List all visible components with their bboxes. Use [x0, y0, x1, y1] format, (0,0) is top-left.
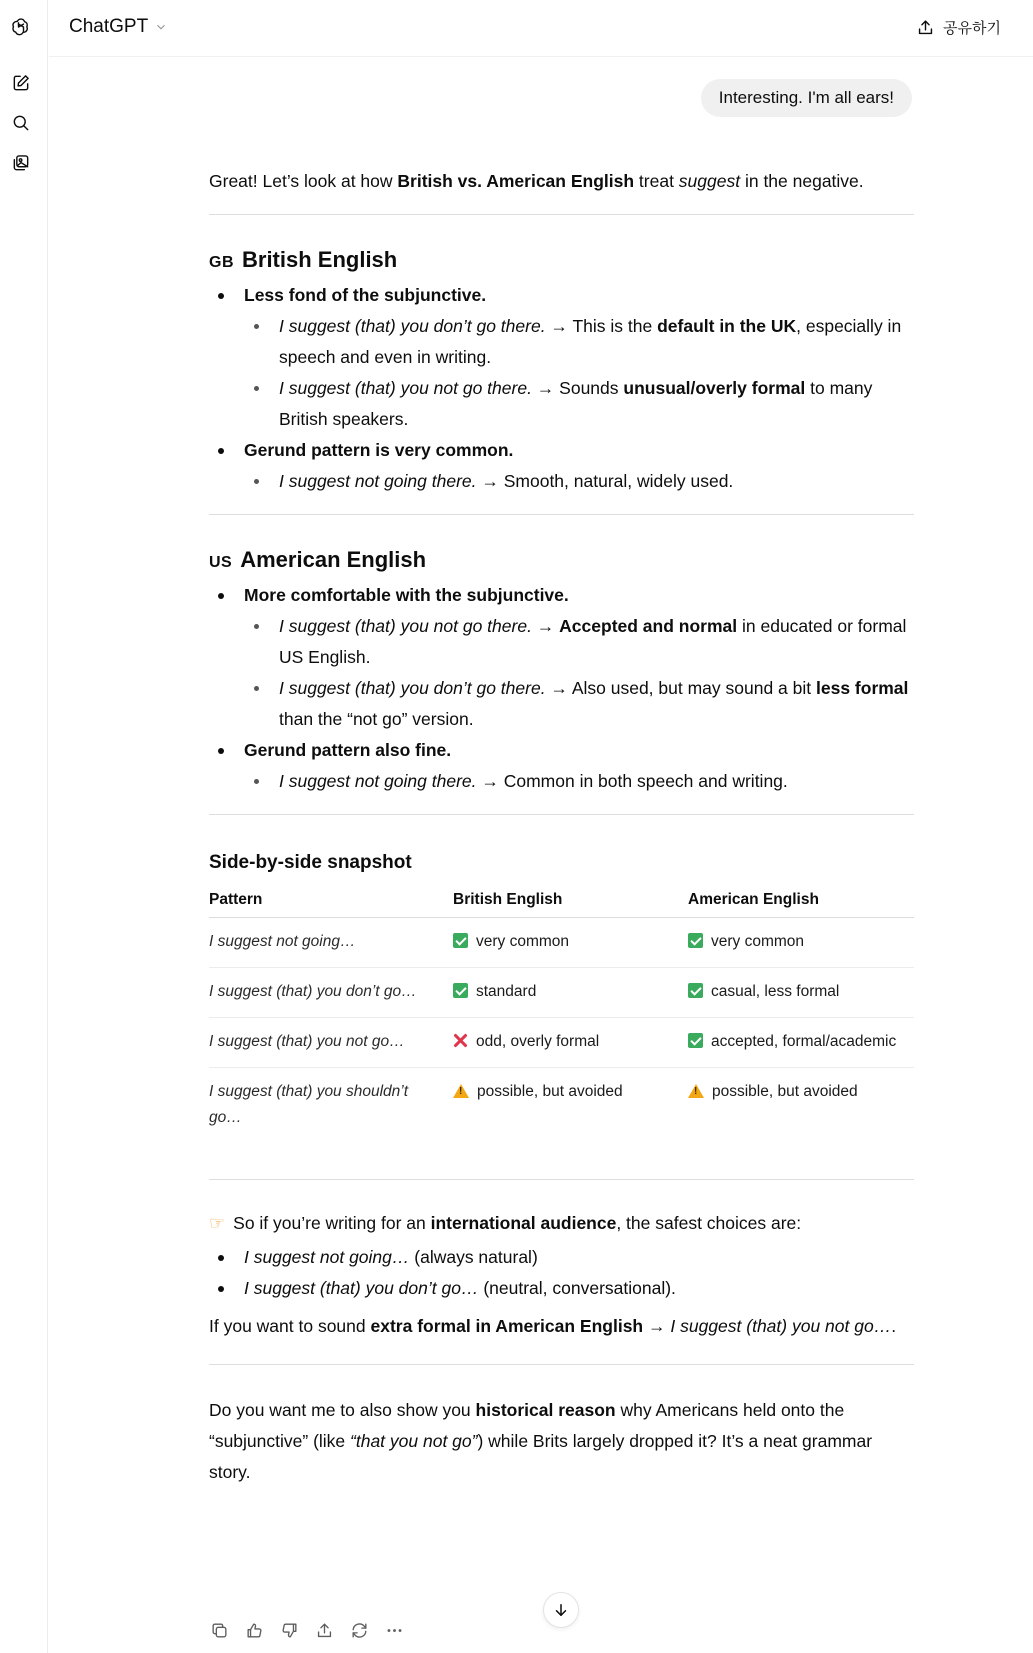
snapshot-table — [209, 881, 914, 1143]
cell-text: casual, less formal — [711, 983, 840, 1000]
list-item — [244, 611, 914, 673]
list-item-label: More comfortable with the subjunctive. — [244, 585, 569, 605]
advice-paragraph — [209, 1208, 914, 1239]
top-bar — [49, 0, 1033, 57]
american-list — [209, 580, 914, 797]
text: → Also used, but may sound a bit — [545, 678, 816, 698]
text: So if you’re writing for an — [233, 1213, 431, 1233]
advice-list — [209, 1242, 914, 1304]
example: I suggest (that) you not go there. — [279, 616, 532, 636]
british-title: British English — [242, 247, 398, 272]
text: in educated or formal US English. — [279, 616, 907, 667]
text: → Common in both speech and writing. — [476, 771, 788, 791]
share-button[interactable] — [916, 17, 1001, 38]
american-cell — [688, 1068, 914, 1144]
text: . — [891, 1316, 897, 1336]
cell-text: possible, but avoided — [712, 1083, 858, 1100]
example: I suggest (that) you not go there. — [279, 378, 532, 398]
cell-text: possible, but avoided — [477, 1083, 623, 1100]
intro-paragraph — [209, 166, 914, 197]
more-icon[interactable] — [384, 1620, 405, 1641]
search-icon[interactable] — [10, 112, 32, 134]
list-item — [244, 311, 914, 373]
example: I suggest not going… — [244, 1247, 410, 1267]
pattern-cell: I suggest (that) you not go… — [209, 1018, 453, 1068]
text: → — [531, 616, 560, 636]
table-row — [209, 968, 914, 1018]
text: (always natural) — [409, 1247, 538, 1267]
us-flag: US — [209, 554, 233, 571]
text: international audience — [430, 1213, 617, 1233]
table-header-row — [209, 881, 914, 918]
british-cell — [453, 1068, 688, 1144]
text: , especially in speech and even in writing. — [279, 316, 902, 367]
text: than the “not go” version. — [279, 709, 474, 729]
divider — [209, 814, 914, 815]
text: Great! Let’s look at how — [209, 171, 398, 191]
cross-icon — [453, 1033, 468, 1048]
warning-icon — [453, 1084, 469, 1098]
list-item — [209, 280, 914, 435]
pattern-cell: I suggest (that) you don’t go… — [209, 968, 453, 1018]
text: British vs. American English — [397, 171, 635, 191]
list-item — [244, 766, 914, 797]
american-cell — [688, 918, 914, 968]
list-item-label: Less fond of the subjunctive. — [244, 285, 487, 305]
formal-paragraph — [209, 1311, 914, 1342]
text: treat — [634, 171, 679, 191]
list-item — [244, 673, 914, 735]
snapshot-title: Side-by-side snapshot — [209, 852, 412, 873]
regenerate-icon[interactable] — [349, 1620, 370, 1641]
text: → This is the — [545, 316, 658, 336]
closing-paragraph — [209, 1395, 914, 1488]
thumbs-down-icon[interactable] — [279, 1620, 300, 1641]
check-icon — [688, 933, 703, 948]
column-header: Pattern — [209, 881, 453, 918]
sub-list — [244, 611, 914, 735]
cell-text: very common — [476, 933, 570, 950]
table-row — [209, 918, 914, 968]
divider — [209, 514, 914, 515]
list-item-label: Gerund pattern is very common. — [244, 440, 514, 460]
divider — [209, 214, 914, 215]
example: I suggest (that) you don’t go there. — [279, 316, 546, 336]
share-upload-icon — [916, 18, 935, 37]
british-heading — [209, 245, 914, 278]
text: “that you not go” — [350, 1431, 478, 1451]
cell-text: odd, overly formal — [476, 1033, 600, 1050]
column-header: British English — [453, 881, 688, 918]
example: I suggest (that) you don’t go… — [244, 1278, 479, 1298]
british-cell — [453, 918, 688, 968]
cell-text: very common — [711, 933, 805, 950]
pattern-cell: I suggest not going… — [209, 918, 453, 968]
divider — [209, 1364, 914, 1365]
share-label: 공유하기 — [943, 20, 1001, 37]
list-item — [244, 373, 914, 435]
model-selector[interactable] — [69, 16, 168, 38]
check-icon — [453, 933, 468, 948]
list-item — [209, 1242, 914, 1273]
text: why Americans held onto the “subjunctive” (like — [209, 1400, 845, 1451]
sub-list — [244, 466, 914, 497]
divider — [209, 1179, 914, 1180]
list-item — [209, 580, 914, 735]
list-item-label: Gerund pattern also fine. — [244, 740, 452, 760]
american-heading — [209, 545, 914, 578]
text: → Sounds — [531, 378, 624, 398]
text: If you want to sound — [209, 1316, 371, 1336]
example: I suggest (that) you don’t go there. — [279, 678, 546, 698]
text: Accepted and normal — [559, 616, 738, 636]
check-icon — [453, 983, 468, 998]
left-rail — [0, 0, 48, 1653]
library-icon[interactable] — [10, 152, 32, 174]
example: I suggest not going there. — [279, 771, 477, 791]
example: I suggest not going there. — [279, 471, 477, 491]
user-message-text: Interesting. I'm all ears! — [718, 88, 894, 107]
pointing-hand-icon: ☞ — [209, 1213, 226, 1233]
american-cell — [688, 1018, 914, 1068]
text: I suggest (that) you not go… — [670, 1316, 892, 1336]
chatgpt-logo-icon[interactable] — [10, 16, 32, 38]
text: (neutral, conversational). — [478, 1278, 676, 1298]
table-row — [209, 1018, 914, 1068]
text: extra formal in American English — [370, 1316, 644, 1336]
sub-list — [244, 766, 914, 797]
text: historical reason — [475, 1400, 616, 1420]
british-cell — [453, 1018, 688, 1068]
scroll-to-bottom-button[interactable] — [543, 1592, 579, 1628]
text: → — [643, 1316, 671, 1336]
text: suggest — [678, 171, 741, 191]
sub-list — [244, 311, 914, 435]
british-cell — [453, 968, 688, 1018]
list-item — [209, 1273, 914, 1304]
new-chat-icon[interactable] — [10, 72, 32, 94]
text: , the safest choices are: — [616, 1213, 802, 1233]
gb-flag: GB — [209, 254, 234, 271]
message-actions — [209, 1620, 405, 1641]
check-icon — [688, 983, 703, 998]
british-list — [209, 280, 914, 497]
share-icon[interactable] — [314, 1620, 335, 1641]
pattern-cell: I suggest (that) you shouldn’t go… — [209, 1083, 409, 1126]
text: unusual/overly formal — [623, 378, 806, 398]
text: ) while Brits largely dropped it? It’s a neat grammar story. — [209, 1431, 873, 1482]
text: Do you want me to also show you — [209, 1400, 476, 1420]
chevron-down-icon — [154, 20, 168, 34]
copy-icon[interactable] — [209, 1620, 230, 1641]
user-message-bubble — [701, 79, 912, 117]
column-header: American English — [688, 881, 914, 918]
text: default in the UK — [657, 316, 797, 336]
list-item — [209, 435, 914, 497]
list-item — [209, 735, 914, 797]
cell-text: accepted, formal/academic — [711, 1033, 897, 1050]
text: less formal — [816, 678, 909, 698]
american-title: American English — [240, 547, 427, 572]
thumbs-up-icon[interactable] — [244, 1620, 265, 1641]
model-name: ChatGPT — [69, 16, 149, 37]
warning-icon — [688, 1084, 704, 1098]
text: to many British speakers. — [279, 378, 873, 429]
arrow-down-icon — [552, 1601, 570, 1619]
assistant-response — [209, 166, 914, 1488]
cell-text: standard — [476, 983, 537, 1000]
table-row — [209, 1068, 914, 1144]
text: → Smooth, natural, widely used. — [476, 471, 734, 491]
check-icon — [688, 1033, 703, 1048]
text: in the negative. — [740, 171, 864, 191]
list-item — [244, 466, 914, 497]
american-cell — [688, 968, 914, 1018]
